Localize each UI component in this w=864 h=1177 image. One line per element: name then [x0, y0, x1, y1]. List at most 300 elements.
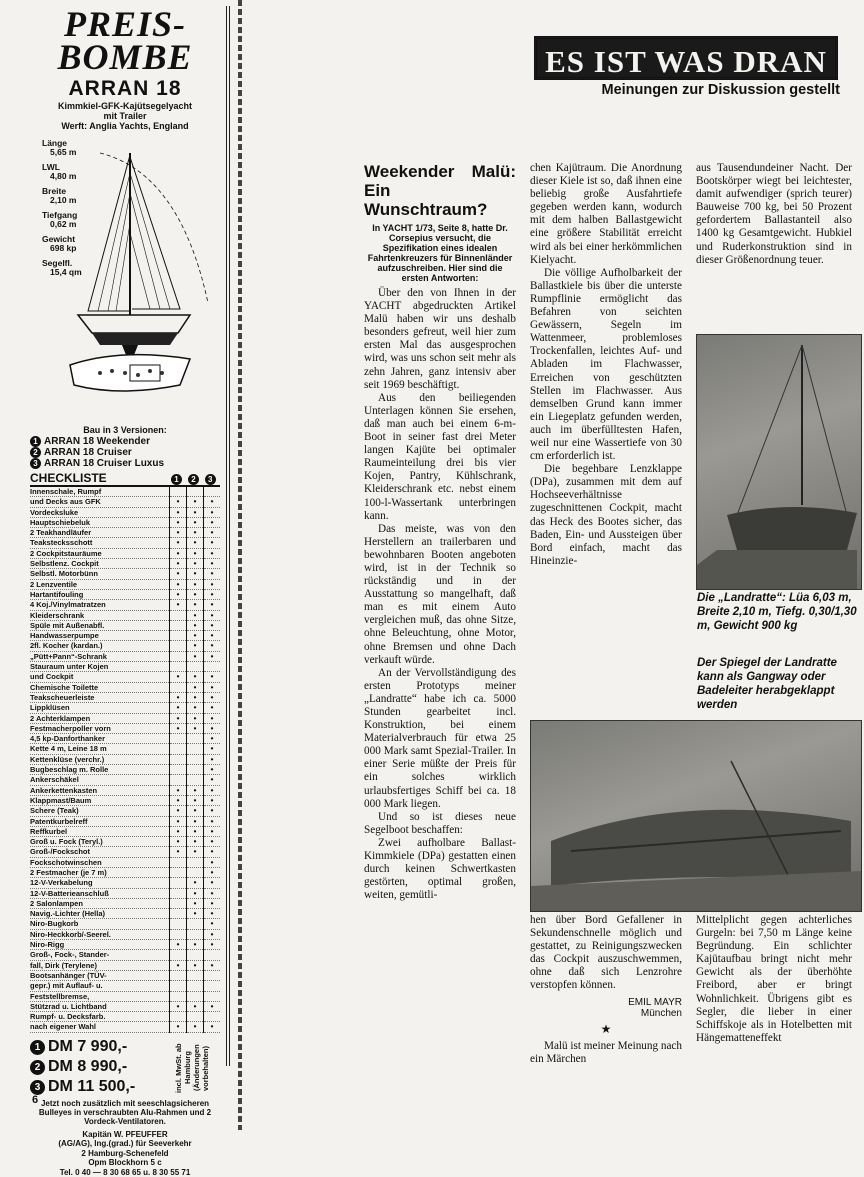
checklist-mark [170, 620, 187, 630]
checklist-mark: • [204, 641, 221, 651]
checklist-mark [170, 662, 187, 672]
contact-line: 2 Hamburg-Schenefeld [81, 1148, 169, 1158]
checklist-mark: • [170, 507, 187, 517]
checklist-mark: • [204, 785, 221, 795]
checklist-item: Handwasserpumpe [30, 631, 170, 641]
checklist-item: 2 Salonlampen [30, 898, 170, 908]
checklist-mark: • [187, 1001, 204, 1011]
checklist-mark: • [187, 878, 204, 888]
section-subtitle: Meinungen zur Diskussion gestellt [601, 82, 840, 98]
checklist-mark: • [187, 898, 204, 908]
column-1-icon: 1 [170, 471, 187, 486]
checklist-mark: • [170, 795, 187, 805]
checklist-mark: • [170, 785, 187, 795]
checklist-row [30, 548, 220, 558]
checklist-mark [187, 1012, 204, 1022]
checklist-header: CHECKLISTE [30, 471, 170, 486]
checklist-item: Festmacherpoller vorn [30, 723, 170, 733]
checklist-item: Stauraum unter Kojen [30, 662, 170, 672]
checklist-row [30, 857, 220, 867]
checklist-mark: • [187, 569, 204, 579]
checklist-mark: • [187, 806, 204, 816]
checklist-mark: • [204, 1022, 221, 1032]
checklist-mark: • [187, 641, 204, 651]
checklist-mark: • [170, 579, 187, 589]
checklist-mark: • [204, 589, 221, 599]
contact-line: Kapitän W. PFEUFFER [82, 1129, 168, 1139]
checklist-mark: • [187, 517, 204, 527]
checklist-mark: • [204, 857, 221, 867]
article-title: Weekender Malü: Ein Wunschtraum? [364, 162, 516, 219]
checklist-mark: • [187, 610, 204, 620]
contact-line: Opm Blockhorn 5 c [88, 1158, 162, 1168]
checklist-mark: • [204, 744, 221, 754]
checklist-row [30, 847, 220, 857]
checklist-mark: • [187, 703, 204, 713]
checklist-item: Kleiderschrank [30, 610, 170, 620]
checklist-item: Feststellbremse, [30, 991, 170, 1001]
checklist-mark: • [170, 497, 187, 507]
checklist-mark: • [187, 579, 204, 589]
checklist-mark: • [204, 837, 221, 847]
paragraph: chen Kajütraum. Die Anordnung dieser Kiele ist so, daß ihnen eine beliebig große Ausfahrtiefe gegeben werden kann, wodurch mit dem halben Ballastgewicht eine größere Stabilität erreicht wird als bei einer herkömmlichen Kielyacht. [530, 162, 682, 266]
checklist-row [30, 765, 220, 775]
advertisement [30, 4, 230, 1177]
paragraph: Über den von Ihnen in der YACHT abgedruckten Artikel Malü haben wir uns deshalb besonders gefreut, weil hier zum ersten Mal das ausgesprochen wird, was uns schon seit mehr als zehn Jahren, ganz intensiv aber seit 1969 beschäftigt. [364, 287, 516, 391]
checklist-item: Innenschale, Rumpf [30, 486, 170, 497]
checklist-item: 2 Cockpitstauräume [30, 548, 170, 558]
checklist-mark [170, 970, 187, 980]
checklist-row [30, 610, 220, 620]
checklist-mark [170, 950, 187, 960]
checklist-mark: • [204, 507, 221, 517]
checklist-item: Niro-Heckkorb/-Seerel. [30, 929, 170, 939]
photo-caption-1: Die „Landratte“: Lüa 6,03 m, Breite 2,10 m, Tiefg. 0,30/1,30 m, Gewicht 900 kg [697, 592, 857, 632]
checklist-mark [170, 631, 187, 641]
checklist-item: Spüle mit Außenabfl. [30, 620, 170, 630]
checklist-mark: • [204, 517, 221, 527]
checklist-mark: • [170, 1001, 187, 1011]
checklist-mark: • [187, 940, 204, 950]
checklist-row [30, 898, 220, 908]
checklist-mark: • [204, 538, 221, 548]
checklist-mark: • [187, 651, 204, 661]
checklist-mark: • [187, 785, 204, 795]
checklist-item: Niro-Bugkorb [30, 919, 170, 929]
checklist-mark: • [204, 929, 221, 939]
checklist-item: gepr.) mit Auflauf- u. [30, 981, 170, 991]
ad-title-line2: BOMBE [57, 37, 193, 77]
checklist-mark: • [187, 723, 204, 733]
ad-subtitle-1: Kimmkiel-GFK-Kajütsegelyacht [57, 101, 193, 111]
checklist-item: Klappmast/Baum [30, 795, 170, 805]
paragraph: aus Tausendundeiner Nacht. Der Bootskörper wiegt bei leichtester, damit aufwendiger (sprich teurer) Bauweise 700 kg, bei 50 Prozent gefordertem Ballastanteil also 1400 kg Gesamtgewicht. Hubkiel und Ruderkonstruktion sind in dieser Größenordnung teuer. [696, 162, 852, 266]
checklist-row [30, 909, 220, 919]
checklist-item: Groß-, Fock-, Stander- [30, 950, 170, 960]
spec-label: Tiefgang [42, 210, 78, 220]
checklist-mark [170, 898, 187, 908]
checklist-row [30, 538, 220, 548]
ad-title [30, 4, 220, 77]
checklist-mark: • [170, 847, 187, 857]
checklist-row [30, 703, 220, 713]
checklist-mark [187, 919, 204, 929]
spec-lwl [42, 163, 76, 181]
column-3b-body [696, 914, 852, 1045]
paragraph: Malü ist meiner Meinung nach ein Märchen [530, 1039, 682, 1065]
checklist-mark [204, 991, 221, 1001]
checklist-row [30, 641, 220, 651]
number-2-icon: 2 [30, 447, 41, 458]
paragraph: Die begehbare Lenzklappe (DPa), zusammen mit dem auf Hochseeverhältnisse zugeschnittenen Cockpit, macht das Heck des Bootes sicher, das Baden, Ein- und Aussteigen über Bord einfach, macht das Hineinzie- [530, 463, 682, 567]
price-note-vertical: incl. MwSt. ab Hamburg (Änderungen vorbehalten) [174, 1042, 210, 1093]
checklist-row [30, 744, 220, 754]
spec-label: Breite [42, 186, 67, 196]
checklist-mark: • [187, 682, 204, 692]
checklist-row [30, 497, 220, 507]
author-name: EMIL MAYR [628, 996, 682, 1008]
checklist-row [30, 569, 220, 579]
checklist-row [30, 559, 220, 569]
checklist-mark: • [170, 816, 187, 826]
checklist-mark [170, 775, 187, 785]
checklist-mark [187, 775, 204, 785]
checklist-item: 2 Teakhandläufer [30, 528, 170, 538]
checklist-mark: • [170, 826, 187, 836]
checklist-item: „Pütt+Pann“-Schrank [30, 651, 170, 661]
price-value: DM 8 990,- [48, 1057, 128, 1075]
checklist-item: Reffkurbel [30, 826, 170, 836]
paragraph: An der Vervollständigung des ersten Prototyps meiner „Landratte“ habe ich ca. 5000 Stunden gearbeitet incl. Konstruktion, bei einem Materialverbrauch für etwa 25 000 Mark samt Spezial-Trailer. In einer Serie müßte der Preis für ein solches wirklich urlaubsfertiges Schiff bei ca. 18 000 Mark liegen. [364, 666, 516, 810]
checklist-mark: • [204, 682, 221, 692]
checklist-item: Stützrad u. Lichtband [30, 1001, 170, 1011]
checklist-mark [187, 970, 204, 980]
column-3-icon: 3 [204, 471, 221, 486]
checklist-mark [170, 919, 187, 929]
checklist-mark: • [204, 569, 221, 579]
checklist-item: Teakstecksschott [30, 538, 170, 548]
price-value: DM 11 500,- [48, 1077, 136, 1095]
checklist-row [30, 867, 220, 877]
checklist-mark [170, 734, 187, 744]
spec-draft [42, 211, 77, 229]
checklist-mark [204, 662, 221, 672]
checklist-mark: • [204, 826, 221, 836]
price-value: DM 7 990,- [48, 1037, 128, 1055]
spec-label: Gewicht [42, 234, 76, 244]
checklist-item: Navig.-Lichter (Hella) [30, 909, 170, 919]
checklist-mark: • [170, 672, 187, 682]
checklist-item: 2 Achterklampen [30, 713, 170, 723]
number-3-icon: 3 [30, 458, 41, 469]
checklist-item: Kette 4 m, Leine 18 m [30, 744, 170, 754]
price-block [30, 1037, 220, 1097]
version-item [30, 458, 220, 469]
contact-line: Tel. 0 40 — 8 30 68 65 u. 8 30 55 71 [59, 1167, 191, 1177]
checklist-mark: • [204, 765, 221, 775]
checklist-mark: • [187, 692, 204, 702]
checklist-row [30, 970, 220, 980]
checklist-mark [204, 486, 221, 497]
checklist-item: und Cockpit [30, 672, 170, 682]
checklist-mark: • [170, 600, 187, 610]
checklist-mark [170, 991, 187, 1001]
checklist-mark [170, 929, 187, 939]
checklist-item: 2 Lenzventile [30, 579, 170, 589]
spec-sail-area [42, 259, 82, 277]
checklist-mark: • [204, 888, 221, 898]
checklist-mark: • [204, 806, 221, 816]
checklist-mark: • [187, 909, 204, 919]
checklist-row [30, 600, 220, 610]
boat-stern-photo [530, 720, 862, 912]
checklist-mark [170, 651, 187, 661]
checklist-mark: • [187, 559, 204, 569]
checklist-mark: • [170, 837, 187, 847]
checklist-mark: • [187, 548, 204, 558]
checklist-mark: • [187, 600, 204, 610]
checklist-mark: • [187, 631, 204, 641]
page-number: 6 [32, 1094, 39, 1106]
checklist-mark: • [187, 538, 204, 548]
checklist-mark [170, 765, 187, 775]
checklist-mark: • [187, 713, 204, 723]
checklist-mark: • [170, 538, 187, 548]
checklist-item: Groß u. Fock (Teryl.) [30, 837, 170, 847]
boat-drawing [30, 133, 220, 423]
contact-line: (AG/AG), Ing.(grad.) für Seeverkehr [58, 1139, 192, 1149]
checklist-mark: • [204, 703, 221, 713]
checklist-row [30, 991, 220, 1001]
version-item [30, 447, 220, 458]
spec-value: 2,10 m [50, 195, 77, 205]
checklist-row [30, 713, 220, 723]
spec-value: 5,65 m [50, 147, 77, 157]
checklist-item: nach eigener Wahl [30, 1022, 170, 1032]
checklist-body [30, 486, 220, 1032]
spec-value: 15,4 qm [50, 267, 82, 277]
checklist-row [30, 785, 220, 795]
ad-contact [30, 1130, 220, 1177]
paragraph: Und so ist dieses neue Segelboot beschaffen: [364, 810, 516, 836]
spec-label: LWL [42, 162, 60, 172]
checklist-row [30, 589, 220, 599]
versions-list [30, 425, 220, 469]
checklist-item: Bootsanhänger (TÜV- [30, 970, 170, 980]
spec-label: Segelfl. [42, 258, 73, 268]
checklist-item: 12-V-Verkabelung [30, 878, 170, 888]
spec-weight [42, 235, 76, 253]
checklist-mark: • [187, 497, 204, 507]
checklist-mark: • [170, 569, 187, 579]
article-column-3-bottom [696, 914, 852, 1045]
checklist-row [30, 754, 220, 764]
checklist-mark: • [187, 816, 204, 826]
checklist-mark: • [204, 734, 221, 744]
checklist-row [30, 1022, 220, 1032]
checklist-mark [187, 754, 204, 764]
checklist-item: Kettenklüse (verchr.) [30, 754, 170, 764]
checklist-mark: • [187, 847, 204, 857]
checklist-row [30, 579, 220, 589]
checklist-row [30, 692, 220, 702]
stern-photo-image [531, 721, 861, 911]
checklist-mark: • [204, 795, 221, 805]
checklist-mark [187, 867, 204, 877]
checklist-row [30, 486, 220, 497]
checklist-mark: • [170, 589, 187, 599]
checklist-mark: • [204, 620, 221, 630]
checklist-mark [170, 888, 187, 898]
checklist-mark [187, 857, 204, 867]
checklist-item: 2 Festmacher (je 7 m) [30, 867, 170, 877]
checklist-mark: • [187, 888, 204, 898]
checklist-mark: • [204, 847, 221, 857]
checklist-table [30, 471, 220, 1033]
checklist-mark [187, 486, 204, 497]
checklist-mark [170, 981, 187, 991]
checklist-mark: • [204, 528, 221, 538]
spec-width [42, 187, 76, 205]
checklist-mark: • [187, 507, 204, 517]
checklist-mark: • [170, 517, 187, 527]
checklist-item: Groß-/Fockschot [30, 847, 170, 857]
checklist-row [30, 888, 220, 898]
checklist-mark: • [170, 703, 187, 713]
checklist-mark: • [204, 631, 221, 641]
checklist-mark: • [187, 672, 204, 682]
article-column-2-bottom [530, 914, 682, 1066]
checklist-mark: • [204, 816, 221, 826]
checklist-row [30, 1001, 220, 1011]
checklist-mark: • [187, 620, 204, 630]
ad-subtitle-3: Werft: Anglia Yachts, England [61, 121, 189, 131]
paragraph: Aus den beiliegenden Unterlagen können Sie ersehen, daß man auch bei einem 6-m-Boot in seiner fast drei Meter langen Kajüte bei optimaler Raumeinteilung drei bis vier Kojen, Pantry, Kühlschrank, Kleiderschrank etc. nebst einem 100-l-Wassertank unterbringen kann. [364, 391, 516, 522]
checklist-mark [187, 929, 204, 939]
checklist-mark [170, 641, 187, 651]
ad-model-name: ARRAN 18 [68, 77, 182, 100]
checklist-item: Selbstl. Motorbünn [30, 569, 170, 579]
spec-value: 0,62 m [50, 219, 77, 229]
checklist-mark: • [204, 692, 221, 702]
checklist-mark: • [170, 528, 187, 538]
checklist-item: Hartantifouling [30, 589, 170, 599]
checklist-mark: • [187, 589, 204, 599]
checklist-mark [187, 662, 204, 672]
checklist-item: Hauptschiebeluk [30, 517, 170, 527]
checklist-item: Selbstlenz. Cockpit [30, 559, 170, 569]
author-city: München [640, 1007, 682, 1019]
checklist-mark [170, 682, 187, 692]
number-1-icon: 1 [30, 1040, 45, 1055]
article-column-1 [364, 162, 516, 902]
checklist-row [30, 775, 220, 785]
paragraph: Das meiste, was von den Herstellern an trailerbaren und bewohnbaren Booten angeboten wird, ist in der Technik so rückständig und in der Ausstattung so mangelhaft, daß man es mit einem Auto vergleichen muß, das ohne Sitze, ohne Beleuchtung, ohne Motor, ohne Bremsen und ohne Dach verkauft würde. [364, 522, 516, 666]
checklist-mark: • [204, 651, 221, 661]
checklist-mark [204, 981, 221, 991]
checklist-mark [170, 1012, 187, 1022]
checklist-item: Fockschotwinschen [30, 857, 170, 867]
checklist-item: fall, Dirk (Terylene) [30, 960, 170, 970]
section-banner [534, 36, 838, 80]
column-2b-body [530, 914, 682, 993]
checklist-item: Chemische Toilette [30, 682, 170, 692]
checklist-mark [204, 950, 221, 960]
checklist-mark [170, 857, 187, 867]
checklist-item: Lippklüsen [30, 703, 170, 713]
paragraph: Mittelplicht gegen achterliches Gurgeln: bei 7,50 m Länge keine Begründung. Ein schlichter Kajütaufbau bringt nicht mehr Gewicht als der überhöhte Freibord, aber er bringt Wohnlichkeit. Übrigens gibt es Segler, die lieber in einer Schiffskoje als in Hotelbetten mit Hängematteneffekt [696, 914, 852, 1044]
checklist-row [30, 734, 220, 744]
checklist-mark: • [204, 1001, 221, 1011]
checklist-mark: • [204, 878, 221, 888]
checklist-row [30, 723, 220, 733]
checklist-mark: • [170, 806, 187, 816]
checklist-mark: • [204, 940, 221, 950]
versions-header: Bau in 3 Versionen: [83, 425, 167, 435]
checklist-mark: • [204, 672, 221, 682]
column-3-body [696, 162, 852, 267]
checklist-item: Patentkurbelreff [30, 816, 170, 826]
checklist-row [30, 528, 220, 538]
checklist-mark: • [170, 960, 187, 970]
photo-caption-2: Der Spiegel der Landratte kann als Gangway oder Badeleiter herabgeklappt werden [697, 657, 837, 711]
checklist-mark: • [187, 795, 204, 805]
version-label: ARRAN 18 Cruiser [44, 447, 132, 458]
checklist-mark: • [187, 960, 204, 970]
checklist-mark: • [170, 1022, 187, 1032]
column-1-body [364, 287, 516, 902]
checklist-row [30, 837, 220, 847]
checklist-mark: • [204, 754, 221, 764]
checklist-mark [170, 878, 187, 888]
checklist-mark: • [204, 610, 221, 620]
checklist-item: 12-V-Batterieanschluß [30, 888, 170, 898]
checklist-mark: • [204, 548, 221, 558]
checklist-item: Ankerkettenkasten [30, 785, 170, 795]
article-intro: In YACHT 1/73, Seite 8, hatte Dr. Corsepius versucht, die Spezifikation eines idealen Fahrtenkreuzers für Binnenländer aufzuschreiben. Hier sind die ersten Antworten: [367, 223, 513, 283]
checklist-mark: • [204, 579, 221, 589]
checklist-row [30, 929, 220, 939]
checklist-row [30, 672, 220, 682]
checklist-item: 2fl. Kocher (kardan.) [30, 641, 170, 651]
checklist-mark [204, 1012, 221, 1022]
checklist-mark [187, 734, 204, 744]
checklist-mark: • [204, 723, 221, 733]
checklist-row [30, 1012, 220, 1022]
article-column-3 [696, 162, 852, 267]
checklist-mark: • [170, 940, 187, 950]
checklist-mark: • [204, 960, 221, 970]
column-2-icon: 2 [187, 471, 204, 486]
checklist-mark: • [204, 497, 221, 507]
checklist-row [30, 940, 220, 950]
checklist-row [30, 919, 220, 929]
checklist-mark: • [187, 837, 204, 847]
checklist-item: Rumpf- u. Decksfarb. [30, 1012, 170, 1022]
checklist-mark: • [204, 775, 221, 785]
checklist-row [30, 682, 220, 692]
checklist-mark: • [170, 713, 187, 723]
checklist-mark: • [204, 600, 221, 610]
checklist-row [30, 816, 220, 826]
star-icon: ★ [600, 1021, 612, 1036]
checklist-mark: • [170, 559, 187, 569]
checklist-mark: • [204, 559, 221, 569]
checklist-mark [187, 981, 204, 991]
checklist-mark: • [187, 1022, 204, 1032]
checklist-mark [187, 744, 204, 754]
checklist-item: Ankerschäkel [30, 775, 170, 785]
